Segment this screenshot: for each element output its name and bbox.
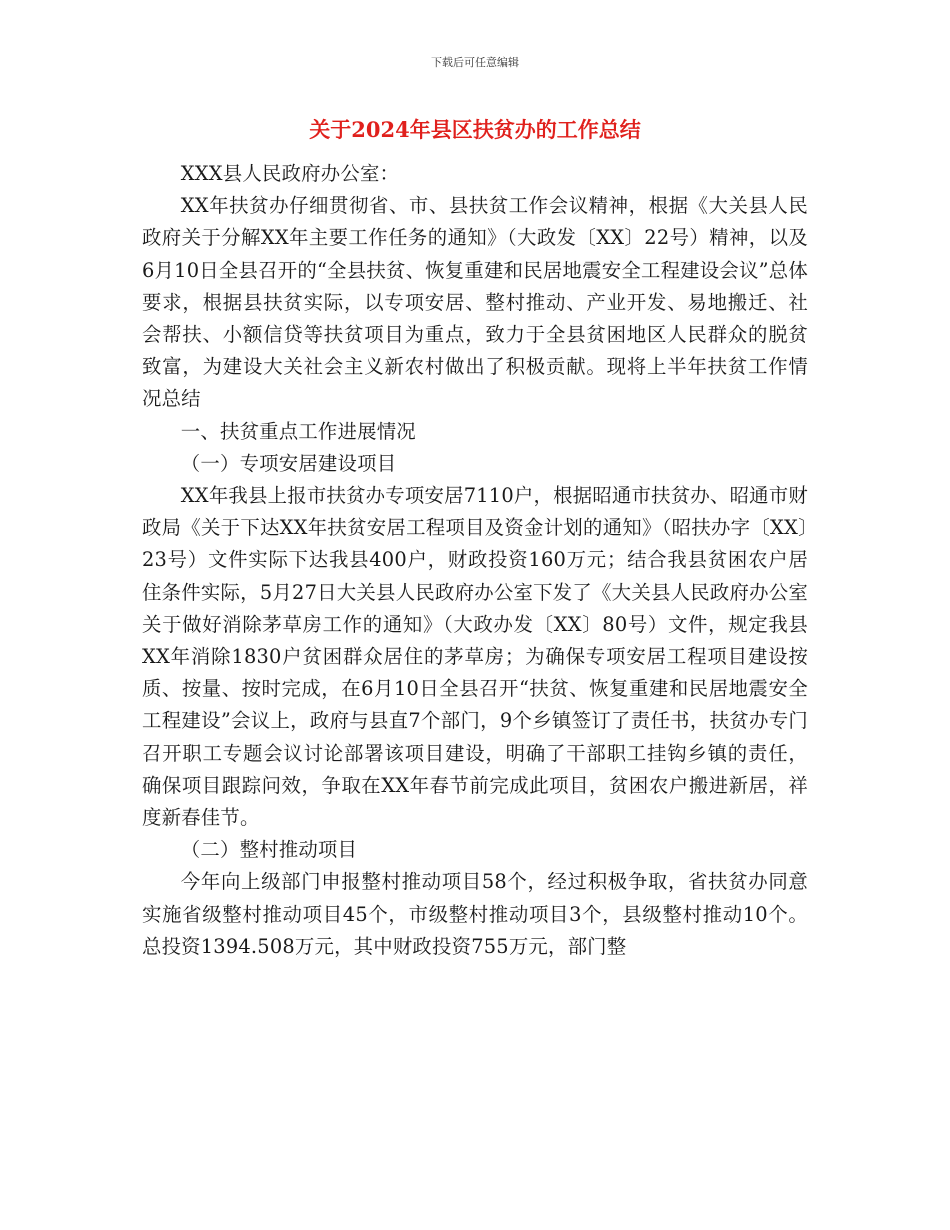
section-heading: 一、扶贫重点工作进展情况	[180, 419, 416, 443]
body-paragraph: XX年我县上报市扶贫办专项安居7110户，根据昭通市扶贫办、昭通市财政局《关于下达XX年扶贫安居工程项目及资金计划的通知》（昭扶办字〔XX〕23号）文件实际下达我县400户，财政投资160万元；结合我县贫困农户居住条件实际，5月27日大关县人民政府办公室下发了《大关县人民政府办公室关于做好消除茅草房工作的通知》（大政办发〔XX〕80号）文件，规定我县XX年消除1830户贫困群众居住的茅草房；为确保专项安居工程项目建设按质、按量、按时完成，在6月10日全县召开“扶贫、恢复重建和民居地震安全工程建设”会议上，政府与县直7个部门，9个乡镇签订了责任书，扶贫办专门召开职工专题会议讨论部署该项目建设，明确了干部职工挂钩乡镇的责任，确保项目跟踪问效，争取在XX年春节前完成此项目，贫困农户搬进新居，祥度新春佳节。	[142, 484, 808, 830]
document-body	[142, 158, 808, 963]
document-title: 关于2024年县区扶贫办的工作总结	[309, 117, 641, 142]
subsection-heading: （二）整村推动项目	[180, 838, 358, 862]
salutation: XXX县人民政府办公室：	[180, 162, 400, 185]
header-note: 下载后可任意编辑	[431, 56, 519, 69]
intro-paragraph: XX年扶贫办仔细贯彻省、市、县扶贫工作会议精神，根据《大关县人民政府关于分解XX年主要工作任务的通知》（大政发〔XX〕22号）精神，以及6月10日全县召开的“全县扶贫、恢复重建和民居地震安全工程建设会议”总体要求，根据县扶贫实际，以专项安居、整村推动、产业开发、易地搬迁、社会帮扶、小额信贷等扶贫项目为重点，致力于全县贫困地区人民群众的脱贫致富，为建设大关社会主义新农村做出了积极贡献。现将上半年扶贫工作情况总结	[142, 194, 808, 411]
subsection-heading: （一）专项安居建设项目	[180, 451, 397, 475]
body-paragraph: 今年向上级部门申报整村推动项目58个，经过积极争取，省扶贫办同意实施省级整村推动项目45个，市级整村推动项目3个，县级整村推动10个。总投资1394.508万元，其中财政投资755万元，部门整	[142, 870, 808, 958]
